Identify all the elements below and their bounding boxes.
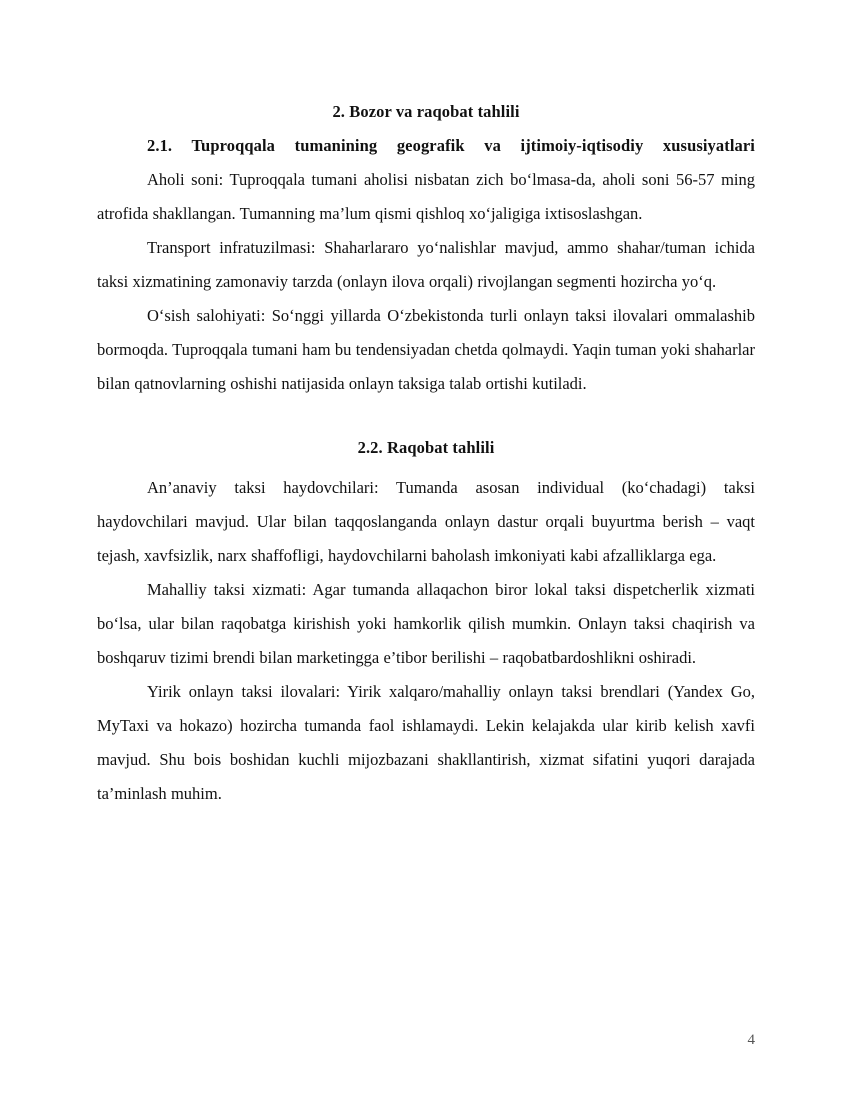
document-body — [97, 95, 755, 811]
chapter-heading: 2. Bozor va raqobat tahlili — [332, 102, 520, 121]
paragraph-aholi-soni: Aholi soni: Tuproqqala tumani aholisi nisbatan zich boʻlmasa-da, aholi soni 56-57 ming atrofida shakllangan. Tumanning ma’lum qismi qishloq xoʻjaligiga ixtisoslashgan. — [97, 170, 755, 223]
page-number: 4 — [747, 1032, 755, 1048]
paragraph-transport-infratuzilmasi: Transport infratuzilmasi: Shaharlararo yoʻnalishlar mavjud, ammo shahar/tuman ichida taksi xizmatining zamonaviy tarzda (onlayn ilova orqali) rivojlangan segmenti hozircha yoʻq. — [97, 238, 755, 291]
paragraph-mahalliy-taksi-xizmati: Mahalliy taksi xizmati: Agar tumanda allaqachon biror lokal taksi dispetcherlik xizmati boʻlsa, ular bilan raqobatga kirishish yoki hamkorlik qilish mumkin. Onlayn taksi chaqirish va boshqaruv tizimi brendi bilan marketingga e’tibor berilishi – raqobatbardoshlikni oshiradi. — [97, 580, 755, 667]
section-spacer — [97, 401, 755, 431]
paragraph-osish-salohiyati: Oʻsish salohiyati: Soʻnggi yillarda Oʻzbekistonda turli onlayn taksi ilovalari ommalashib bormoqda. Tuproqqala tumani ham bu tendensiyadan chetda qolmaydi. Yaqin tuman yoki shaharlar bilan qatnovlarning oshishi natijasida onlayn taksiga talab ortishi kutiladi. — [97, 306, 755, 393]
paragraph-yirik-onlayn-taksi-ilovalari: Yirik onlayn taksi ilovalari: Yirik xalqaro/mahalliy onlayn taksi brendlari (Yandex Go, MyTaxi va hokazo) hozircha tumanda faol ishlamaydi. Lekin kelajakda ular kirib kelish xavfi mavjud. Shu bois boshidan kuchli mijozbazani shakllantirish, xizmat sifatini yuqori darajada ta’minlash muhim. — [97, 682, 755, 803]
section-2-2-heading: 2.2. Raqobat tahlili — [357, 438, 495, 457]
section-2-1-heading: 2.1. Tuproqqala tumanining geografik va ijtimoiy-iqtisodiy xususiyatlari — [147, 136, 755, 155]
paragraph-ananaviy-taksi-haydovchilari: An’anaviy taksi haydovchilari: Tumanda asosan individual (koʻchadagi) taksi haydovchilari mavjud. Ular bilan taqqoslanganda onlayn dastur orqali buyurtma berish – vaqt tejash, xavfsizlik, narx shaffofligi, haydovchilarni baholash imkoniyati kabi afzalliklarga ega. — [97, 478, 755, 565]
